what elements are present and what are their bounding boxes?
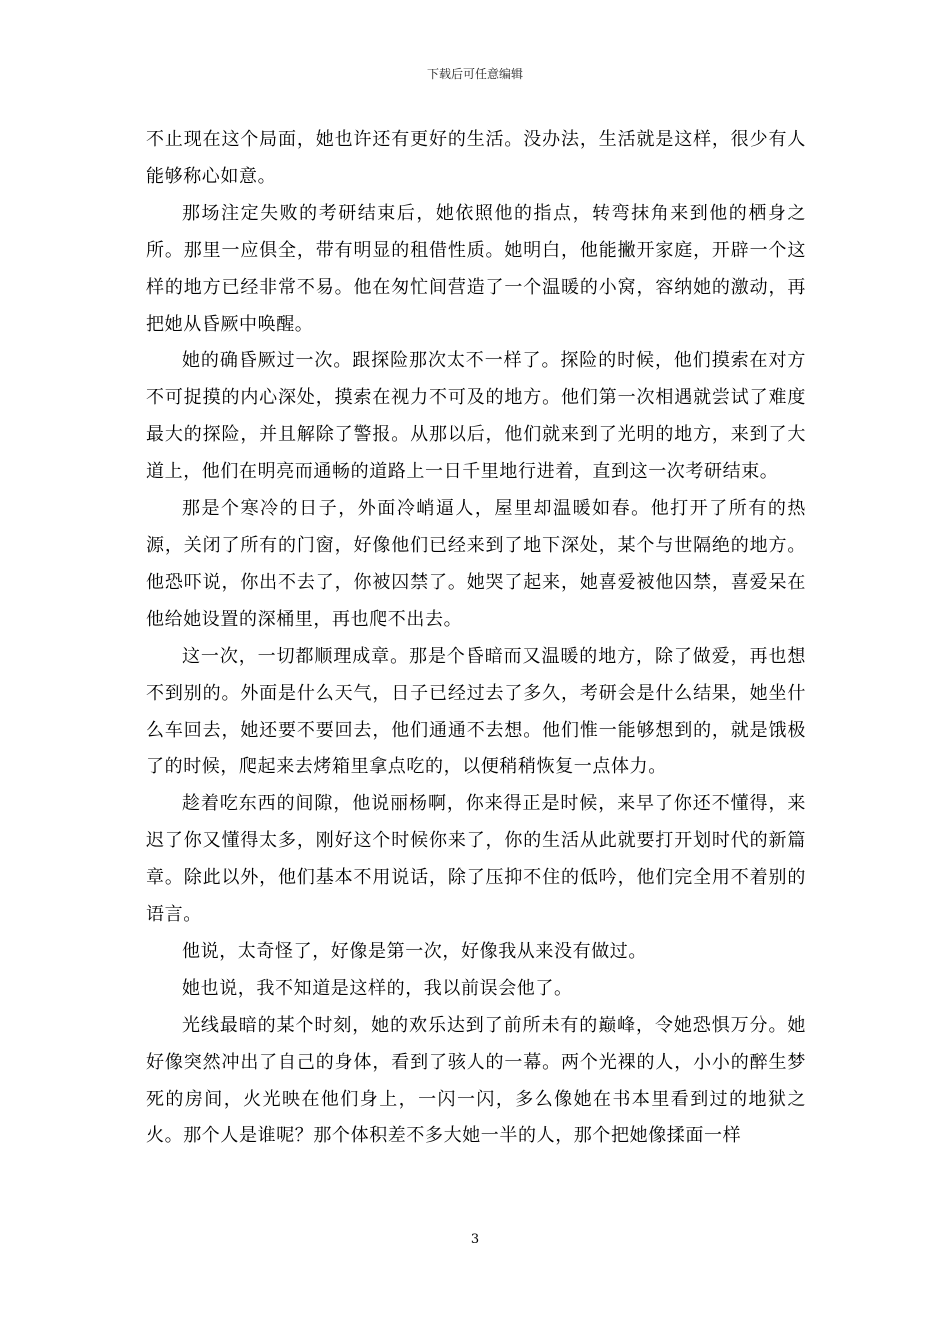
body-text	[146, 122, 806, 1155]
paragraph: 趁着吃东西的间隙，他说丽杨啊，你来得正是时候，来早了你还不懂得，来迟了你又懂得太多，刚好这个时候你来了，你的生活从此就要打开划时代的新篇章。除此以外，他们基本不用说话，除了压抑不住的低吟，他们完全用不着别的语言。	[146, 793, 806, 926]
page-number: 3	[470, 1232, 480, 1247]
paragraph: 光线最暗的某个时刻，她的欢乐达到了前所未有的巅峰，令她恐惧万分。她好像突然冲出了自己的身体，看到了骇人的一幕。两个光裸的人，小小的醉生梦死的房间，火光映在他们身上，一闪一闪，多么像她在书本里看到过的地狱之火。那个人是谁呢？那个体积差不多大她一半的人，那个把她像揉面一样	[146, 1014, 806, 1147]
paragraph: 那场注定失败的考研结束后，她依照他的指点，转弯抹角来到他的栖身之所。那里一应俱全，带有明显的租借性质。她明白，他能撇开家庭，开辟一个这样的地方已经非常不易。他在匆忙间营造了一个温暖的小窝，容纳她的激动，再把她从昏厥中唤醒。	[146, 202, 806, 335]
paragraph: 那是个寒冷的日子，外面冷峭逼人，屋里却温暖如春。他打开了所有的热源，关闭了所有的门窗，好像他们已经来到了地下深处，某个与世隔绝的地方。他恐吓说，你出不去了，你被囚禁了。她哭了起来，她喜爱被他囚禁，喜爱呆在他给她设置的深桶里，再也爬不出去。	[146, 498, 806, 630]
paragraph: 这一次，一切都顺理成章。那是个昏暗而又温暖的地方，除了做爱，再也想不到别的。外面是什么天气，日子已经过去了多久，考研会是什么结果，她坐什么车回去，她还要不要回去，他们通通不去想。他们惟一能够想到的，就是饿极了的时候，爬起来去烤箱里拿点吃的，以便稍稍恢复一点体力。	[146, 645, 806, 778]
paragraph: 他说，太奇怪了，好像是第一次，好像我从来没有做过。	[182, 940, 647, 962]
page-header: 下载后可任意编辑	[426, 67, 523, 81]
paragraph: 不止现在这个局面，她也许还有更好的生活。没办法，生活就是这样，很少有人能够称心如意。	[146, 129, 806, 187]
paragraph: 她的确昏厥过一次。跟探险那次太不一样了。探险的时候，他们摸索在对方不可捉摸的内心深处，摸索在视力不可及的地方。他们第一次相遇就尝试了难度最大的探险，并且解除了警报。从那以后，他们就来到了光明的地方，来到了大道上，他们在明亮而通畅的道路上一日千里地行进着，直到这一次考研结束。	[146, 350, 806, 483]
paragraph: 她也说，我不知道是这样的，我以前误会他了。	[182, 977, 573, 999]
